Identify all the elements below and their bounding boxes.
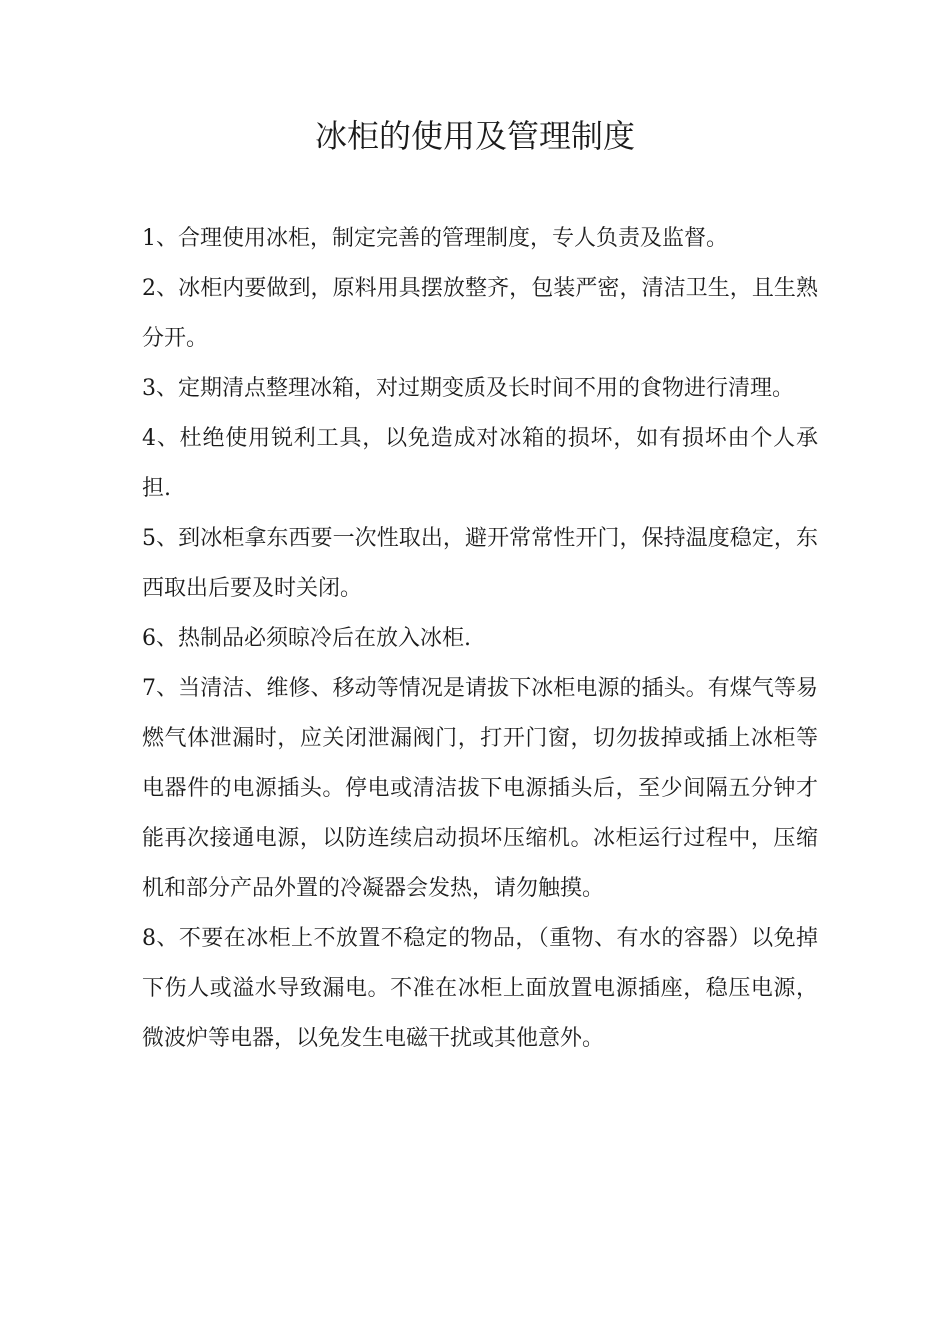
rule-item-2: 2、冰柜内要做到，原料用具摆放整齐，包装严密，清洁卫生，且生熟分开。	[142, 276, 818, 351]
rule-item-7: 7、当清洁、维修、移动等情况是请拔下冰柜电源的插头。有煤气等易燃气体泄漏时，应关闭泄漏阀门，打开门窗，切勿拔掉或插上冰柜等电器件的电源插头。停电或清洁拔下电源插头后，至少间隔五分钟才能再次接通电源，以防连续启动损坏压缩机。冰柜运行过程中，压缩机和部分产品外置的冷凝器会发热，请勿触摸。	[142, 676, 818, 901]
rule-item-8: 8、不要在冰柜上不放置不稳定的物品，（重物、有水的容器）以免掉下伤人或溢水导致漏电。不准在冰柜上面放置电源插座，稳压电源，微波炉等电器，以免发生电磁干扰或其他意外。	[142, 926, 818, 1051]
rules-list	[142, 214, 818, 1064]
rule-item-4: 4、杜绝使用锐利工具，以免造成对冰箱的损坏，如有损坏由个人承担.	[142, 426, 818, 501]
rule-item-6: 6、热制品必须晾冷后在放入冰柜.	[142, 626, 471, 651]
rule-item-1: 1、合理使用冰柜，制定完善的管理制度，专人负责及监督。	[142, 226, 728, 251]
rule-item-5: 5、到冰柜拿东西要一次性取出，避开常常性开门，保持温度稳定，东西取出后要及时关闭。	[142, 526, 818, 601]
document-title: 冰柜的使用及管理制度	[314, 117, 635, 155]
rule-item-3: 3、定期清点整理冰箱，对过期变质及长时间不用的食物进行清理。	[142, 376, 794, 401]
